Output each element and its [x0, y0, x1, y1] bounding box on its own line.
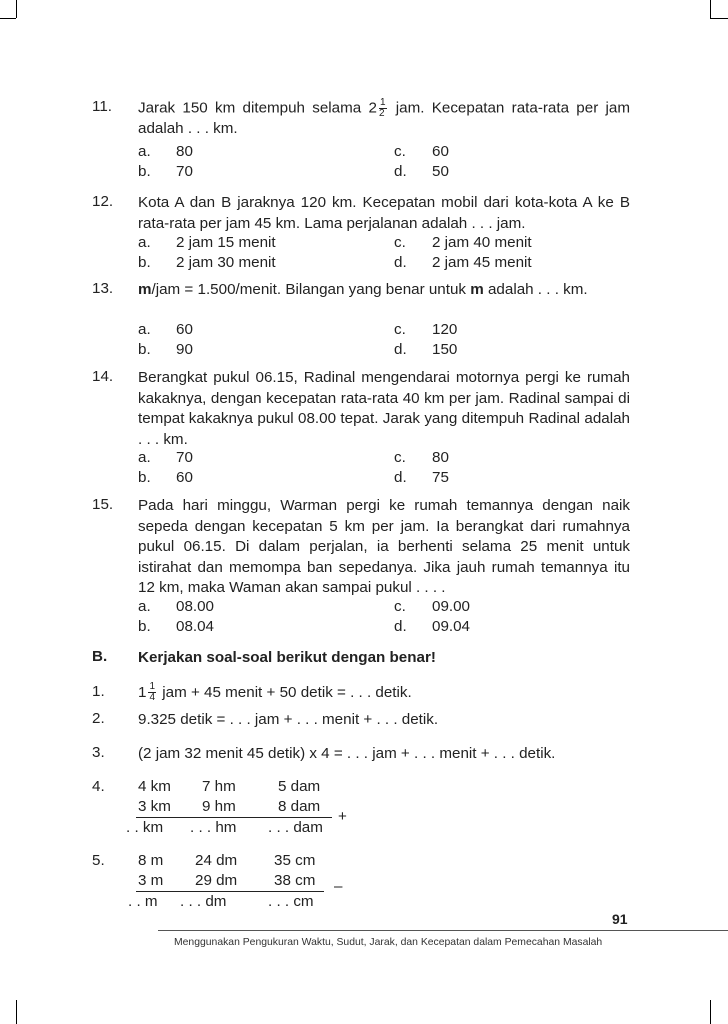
- cell-r2-dam: 8 dam: [278, 798, 321, 815]
- cell-r1-cm: 35 cm: [274, 852, 316, 869]
- question-text: m/jam = 1.500/menit. Bilangan yang benar untuk m adalah . . . km.: [138, 281, 588, 298]
- fraction-quarter: $\frac{1}{4}$: [149, 681, 156, 704]
- question-12: [0, 193, 728, 271]
- cell-r1-hm: 7 hm: [202, 778, 236, 795]
- cell-r2-cm: 38 cm: [274, 872, 316, 889]
- exercise-number: 3.: [92, 744, 105, 761]
- question-number: 11.: [92, 98, 112, 115]
- cell-r3-dm: . . . dm: [180, 893, 227, 910]
- cell-r3-hm: . . . hm: [190, 819, 237, 836]
- exercise-number: 2.: [92, 710, 105, 727]
- question-13: [0, 280, 728, 358]
- footer-rule: [158, 930, 728, 931]
- question-number: 12.: [92, 193, 114, 210]
- question-11: [0, 97, 728, 180]
- cell-r1-dm: 24 dm: [195, 852, 238, 869]
- cell-r2-dm: 29 dm: [195, 872, 238, 889]
- cell-r3-cm: . . . cm: [268, 893, 314, 910]
- exercise-b5: [0, 852, 728, 912]
- question-number: 14.: [92, 368, 114, 385]
- difference-line: [136, 891, 324, 892]
- cell-r3-dam: . . . dam: [268, 819, 323, 836]
- answer-choices: a. 80 b. 70 c. 60 d. 50: [138, 143, 449, 180]
- question-number: 13.: [92, 280, 114, 297]
- cell-r1-dam: 5 dam: [278, 778, 321, 795]
- section-title: Kerjakan soal-soal berikut dengan benar!: [138, 649, 436, 666]
- exercise-number: 5.: [92, 852, 105, 869]
- section-label: B.: [92, 648, 108, 665]
- page-number: 91: [612, 911, 628, 927]
- cell-r2-hm: 9 hm: [202, 798, 236, 815]
- cell-r3-km: . . km: [126, 819, 164, 836]
- minus-sign: –: [334, 878, 343, 895]
- question-14: [0, 368, 728, 486]
- question-number: 15.: [92, 496, 114, 513]
- exercise-text: 1 $\frac{1}{4}$ jam + 45 menit + 50 detik = . . . detik.: [138, 681, 412, 704]
- exercise-text: 9.325 detik = . . . jam + . . . menit + . . . detik.: [138, 711, 439, 728]
- crop-mark-top-left: [0, 18, 16, 19]
- exercise-number: 4.: [92, 778, 105, 795]
- answer-choices: a. 08.00 b. 08.04 c. 09.00 d. 09.04: [138, 598, 471, 635]
- footer-text: Menggunakan Pengukuran Waktu, Sudut, Jarak, dan Kecepatan dalam Pemecahan Masalah: [174, 937, 603, 948]
- question-15: [0, 496, 728, 635]
- question-text: Pada hari minggu, Warman pergi ke rumah temannya dengan naik sepeda dengan kecepatan 5 km per jam. Ia berangkat dari rumahnya pukul 06.15. Di dalam perjalan, ia berhenti selama 25 menit untuk istirahat dan memompa ban sepedanya. Jika jauh rumah temannya itu 12 km, maka Waman akan sampai pukul . . . .: [138, 497, 630, 596]
- cell-r1-m: 8 m: [138, 852, 164, 869]
- answer-choices: a. 2 jam 15 menit b. 2 jam 30 menit c. 2 jam 40 menit d. 2 jam 45 menit: [138, 234, 532, 271]
- cell-r2-m: 3 m: [138, 872, 164, 889]
- question-text: Kota A dan B jaraknya 120 km. Kecepatan mobil dari kota-kota A ke B rata-rata per jam 45 km. Lama perjalanan adalah . . . jam.: [138, 194, 630, 232]
- crop-mark-top-right: [710, 18, 728, 19]
- exercise-b4: [0, 778, 728, 838]
- answer-choices: a. 60 b. 90 c. 120 d. 150: [138, 321, 458, 358]
- crop-mark-bottom-right-v: [710, 1000, 711, 1024]
- fraction-half: $\frac{1}{2}$: [378, 97, 386, 119]
- cell-r2-km: 3 km: [138, 798, 171, 815]
- sum-line: [136, 817, 332, 818]
- crop-mark-top-left-v: [16, 0, 17, 18]
- cell-r3-m: . . m: [128, 893, 158, 910]
- plus-sign: +: [338, 808, 347, 825]
- crop-mark-top-right-v: [710, 0, 711, 18]
- question-text: Jarak 150 km ditempuh selama 2 $\frac{1}{2}$ jam. Kecepatan rata-rata per jam adalah . . . km.: [138, 97, 630, 138]
- question-text: Berangkat pukul 06.15, Radinal mengendarai motornya pergi ke rumah kakaknya, dengan kecepatan rata-rata 40 km per jam. Radinal sampai di tempat kakaknya pukul 08.00 tepat. Jarak yang ditempuh Radinal adalah . . . km.: [138, 369, 630, 448]
- exercise-number: 1.: [92, 683, 105, 700]
- exercise-text: (2 jam 32 menit 45 detik) x 4 = . . . jam + . . . menit + . . . detik.: [138, 745, 556, 762]
- answer-choices: a. 70 b. 60 c. 80 d. 75: [138, 449, 449, 486]
- cell-r1-km: 4 km: [138, 778, 171, 795]
- crop-mark-bottom-left-v: [16, 1000, 17, 1024]
